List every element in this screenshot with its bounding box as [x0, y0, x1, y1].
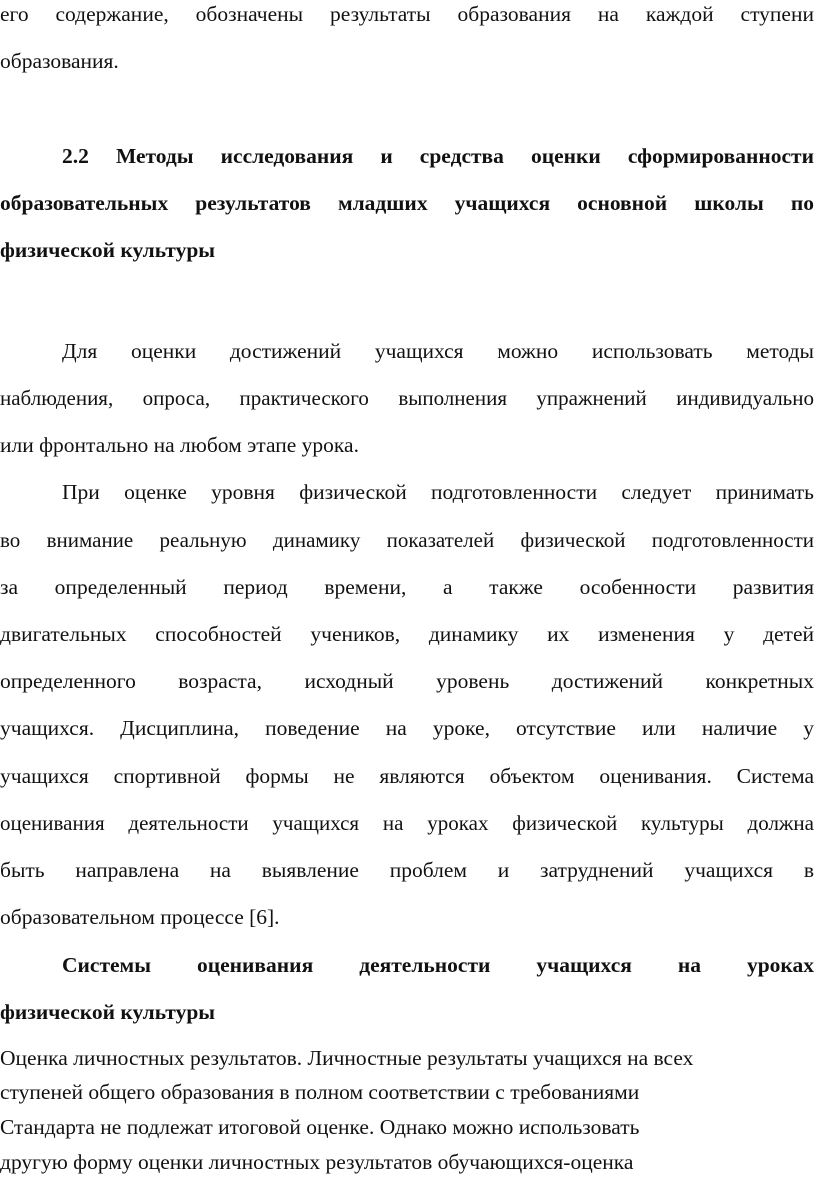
paragraph2-line-5: определенного возраста, исходный уровень достижений конкретных [0, 669, 814, 693]
paragraph3-line-2: ступеней общего образования в полном соответствии с требованиями [0, 1080, 640, 1104]
paragraph2-line-10: образовательном процессе [6]. [0, 905, 280, 929]
paragraph3-line-3: Стандарта не подлежат итоговой оценке. Однако можно использовать [0, 1115, 640, 1139]
paragraph3-line-1: Оценка личностных результатов. Личностные результаты учащихся на всех [0, 1046, 694, 1070]
paragraph2-line-3: за определенный период времени, а также особенности развития [0, 575, 814, 599]
section-heading-line-3: физической культуры [0, 238, 216, 262]
paragraph1-line-2: наблюдения, опроса, практического выполнения упражнений индивидуально [0, 386, 814, 410]
paragraph2-line-1: При оценке уровня физической подготовленности следует принимать [62, 480, 814, 504]
paragraph2-line-2: во внимание реальную динамику показателей физической подготовленности [0, 528, 814, 552]
paragraph2-line-4: двигательных способностей учеников, динамику их изменения у детей [0, 622, 814, 646]
subheading-line-2: физической культуры [0, 1000, 216, 1024]
section-heading-line-1: 2.2 Методы исследования и средства оценки сформированности [62, 144, 814, 168]
intro-line-1: его содержание, обозначены результаты образования на каждой ступени [0, 2, 814, 26]
paragraph1-line-1: Для оценки достижений учащихся можно использовать методы [62, 339, 814, 363]
paragraph1-line-3: или фронтально на любом этапе урока. [0, 433, 359, 457]
paragraph2-line-9: быть направлена на выявление проблем и затруднений учащихся в [0, 858, 814, 882]
paragraph2-line-8: оценивания деятельности учащихся на уроках физической культуры должна [0, 811, 814, 835]
paragraph3-line-4: другую форму оценки личностных результатов обучающихся-оценка [0, 1150, 634, 1174]
intro-line-2: образования. [0, 49, 119, 73]
subheading-line-1: Системы оценивания деятельности учащихся на уроках [62, 953, 814, 977]
paragraph2-line-6: учащихся. Дисциплина, поведение на уроке, отсутствие или наличие у [0, 716, 814, 740]
section-heading-line-2: образовательных результатов младших учащихся основной школы по [0, 191, 814, 215]
paragraph2-line-7: учащихся спортивной формы не являются объектом оценивания. Система [0, 764, 814, 788]
